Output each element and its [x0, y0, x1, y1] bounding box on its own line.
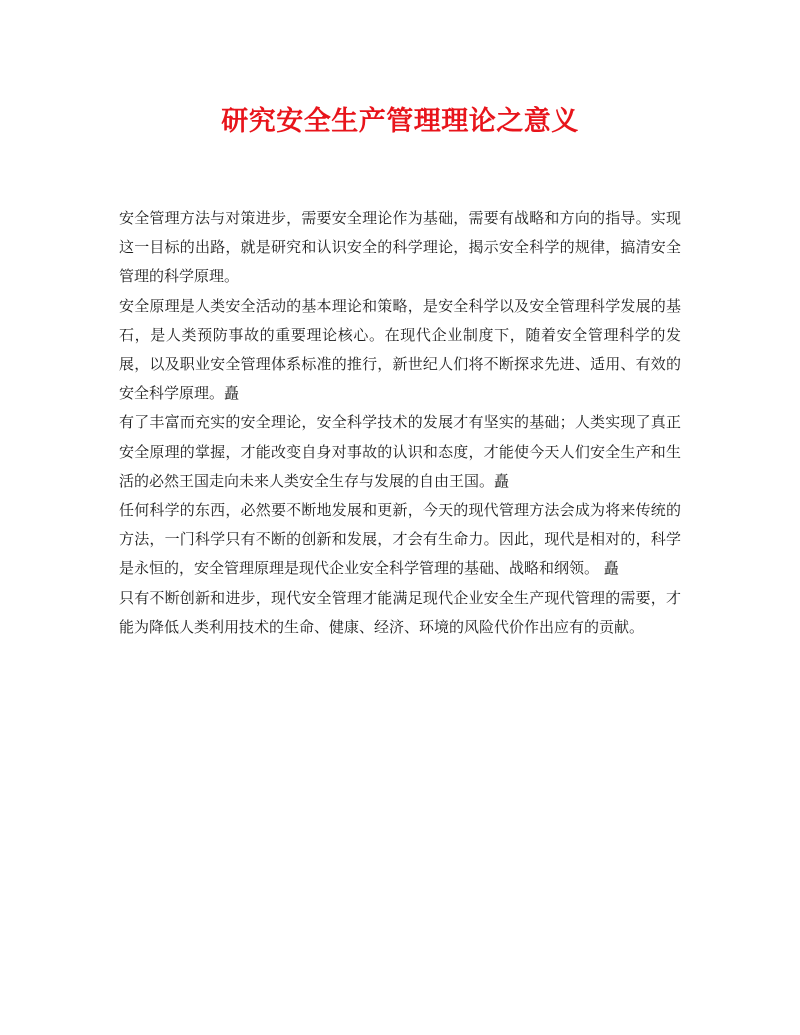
paragraph-5: 只有不断创新和进步，现代安全管理才能满足现代企业安全生产现代管理的需要，才能为降低人类利用技术的生命、健康、经济、环境的风险代价作出应有的贡献。: [119, 588, 681, 636]
paragraph-4: 任何科学的东西，必然要不断地发展和更新，今天的现代管理方法会成为将来传统的方法，一门科学只有不断的创新和发展，才会有生命力。因此，现代是相对的，科学是永恒的，安全管理原理是现代企业安全科学管理的基础、战略和纲领。 矗: [119, 501, 681, 578]
document-body: [119, 204, 681, 642]
document-title: 研究安全生产管理理论之意义: [221, 106, 579, 137]
paragraph-1: 安全管理方法与对策进步，需要安全理论作为基础，需要有战略和方向的指导。实现这一目标的出路，就是研究和认识安全的科学理论，揭示安全科学的规律，搞清安全管理的科学原理。: [119, 209, 681, 286]
paragraph-2: 安全原理是人类安全活动的基本理论和策略，是安全科学以及安全管理科学发展的基石，是人类预防事故的重要理论核心。在现代企业制度下，随着安全管理科学的发展，以及职业安全管理体系标准的推行，新世纪人们将不断探求先进、适用、有效的安全科学原理。矗: [119, 296, 681, 403]
paragraph-3: 有了丰富而充实的安全理论，安全科学技术的发展才有坚实的基础；人类实现了真正安全原理的掌握，才能改变自身对事故的认识和态度，才能使今天人们安全生产和生活的必然王国走向未来人类安全生存与发展的自由王国。矗: [119, 413, 681, 490]
